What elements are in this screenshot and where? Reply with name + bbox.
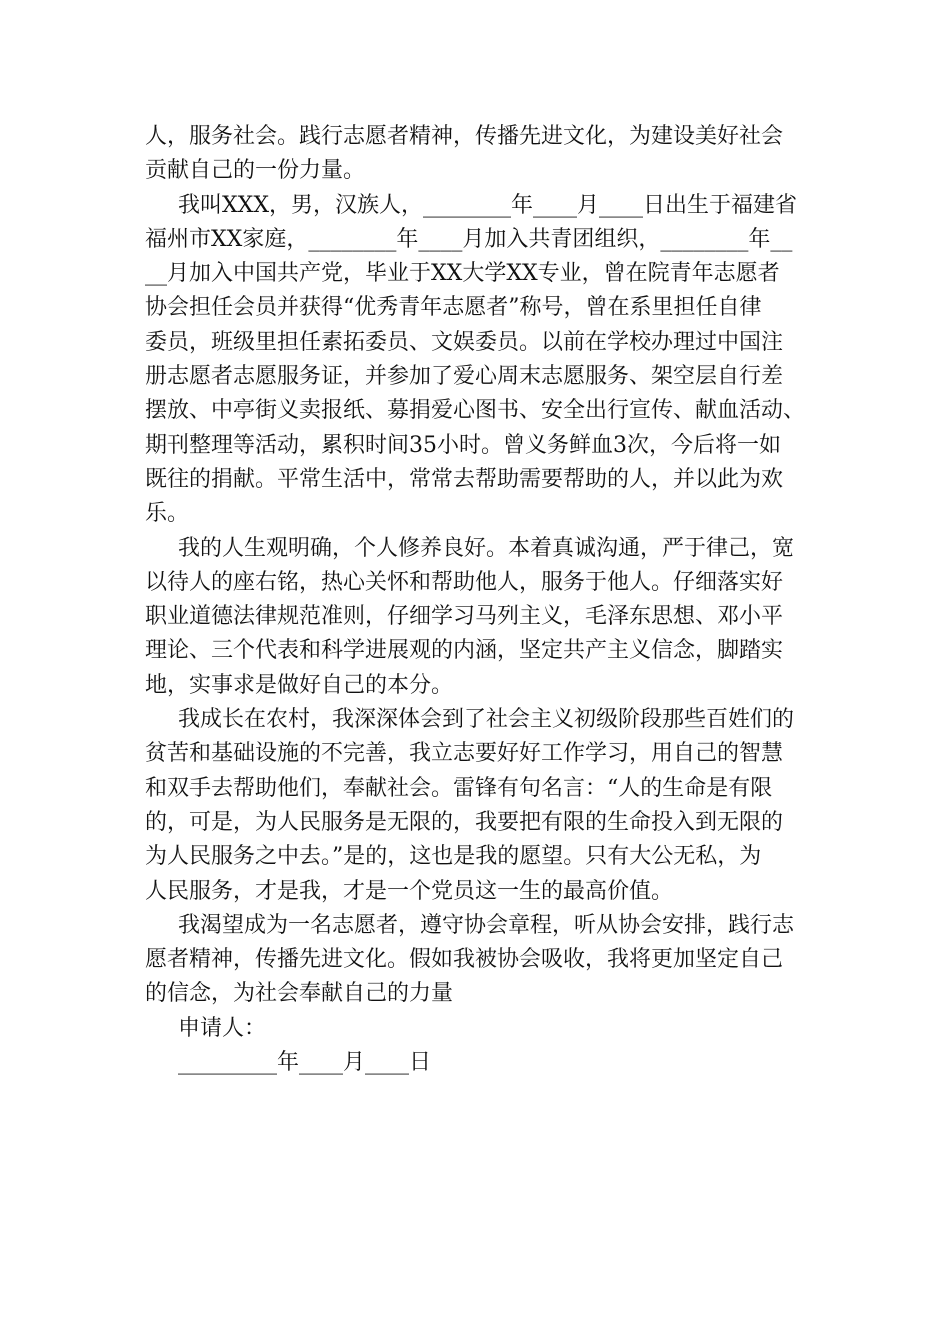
text-line: 我的人生观明确，个人修养良好。本着真诚沟通，严于律己，宽: [178, 535, 795, 561]
text-line: 册志愿者志愿服务证，并参加了爱心周末志愿服务、架空层自行差: [145, 364, 784, 390]
text-line: 申请人：: [178, 1015, 267, 1041]
body-text: [145, 120, 805, 1080]
text-line: _________年____月____日: [178, 1050, 432, 1076]
text-line: 和双手去帮助他们，奉献社会。雷锋有句名言：“人的生命是有限: [145, 775, 773, 801]
text-line: 委员，班级里担任素拓委员、文娱委员。以前在学校办理过中国注: [145, 329, 784, 355]
text-line: 乐。: [145, 501, 190, 527]
text-line: 既往的捐献。平常生活中，常常去帮助需要帮助的人，并以此为欢: [145, 466, 784, 492]
text-line: 摆放、中亭街义卖报纸、募捐爱心图书、安全出行宣传、献血活动、: [145, 398, 806, 424]
text-line: __月加入中国共产党，毕业于XX大学XX专业，曾在院青年志愿者: [145, 261, 780, 287]
text-line: 以待人的座右铭，热心关怀和帮助他人，服务于他人。仔细落实好: [145, 569, 784, 595]
text-line: 职业道德法律规范准则，仔细学习马列主义，毛泽东思想、邓小平: [145, 604, 784, 630]
text-line: 贡献自己的一份力量。: [145, 158, 366, 184]
text-line: 贫苦和基础设施的不完善，我立志要好好工作学习，用自己的智慧: [145, 741, 784, 767]
text-line: 期刊整理等活动，累积时间35小时。曾义务鲜血3次，今后将一如: [145, 432, 781, 458]
text-line: 人民服务，才是我，才是一个党员这一生的最高价值。: [145, 878, 674, 904]
text-line: 协会担任会员并获得“优秀青年志愿者”称号，曾在系里担任自律: [145, 295, 762, 321]
text-line: 福州市XX家庭，________年____月加入共青团组织，________年__: [145, 226, 793, 252]
text-line: 理论、三个代表和科学进展观的内涵，坚定共产主义信念，脚踏实: [145, 638, 784, 664]
text-line: 我成长在农村，我深深体会到了社会主义初级阶段那些百姓们的: [178, 707, 795, 733]
text-line: 人，服务社会。践行志愿者精神，传播先进文化，为建设美好社会: [145, 124, 784, 149]
text-line: 为人民服务之中去。”是的，这也是我的愿望。只有大公无私，为: [145, 844, 762, 870]
text-line: 的，可是，为人民服务是无限的，我要把有限的生命投入到无限的: [145, 809, 784, 835]
text-line: 我叫XXX，男，汉族人，________年____月____日出生于福建省: [178, 192, 797, 218]
text-line: 地，实事求是做好自己的本分。: [145, 672, 454, 698]
text-line: 的信念，为社会奉献自己的力量: [145, 981, 454, 1007]
text-line: 我渴望成为一名志愿者，遵守协会章程，听从协会安排，践行志: [178, 912, 795, 938]
text-line: 愿者精神，传播先进文化。假如我被协会吸收，我将更加坚定自己: [145, 947, 784, 973]
